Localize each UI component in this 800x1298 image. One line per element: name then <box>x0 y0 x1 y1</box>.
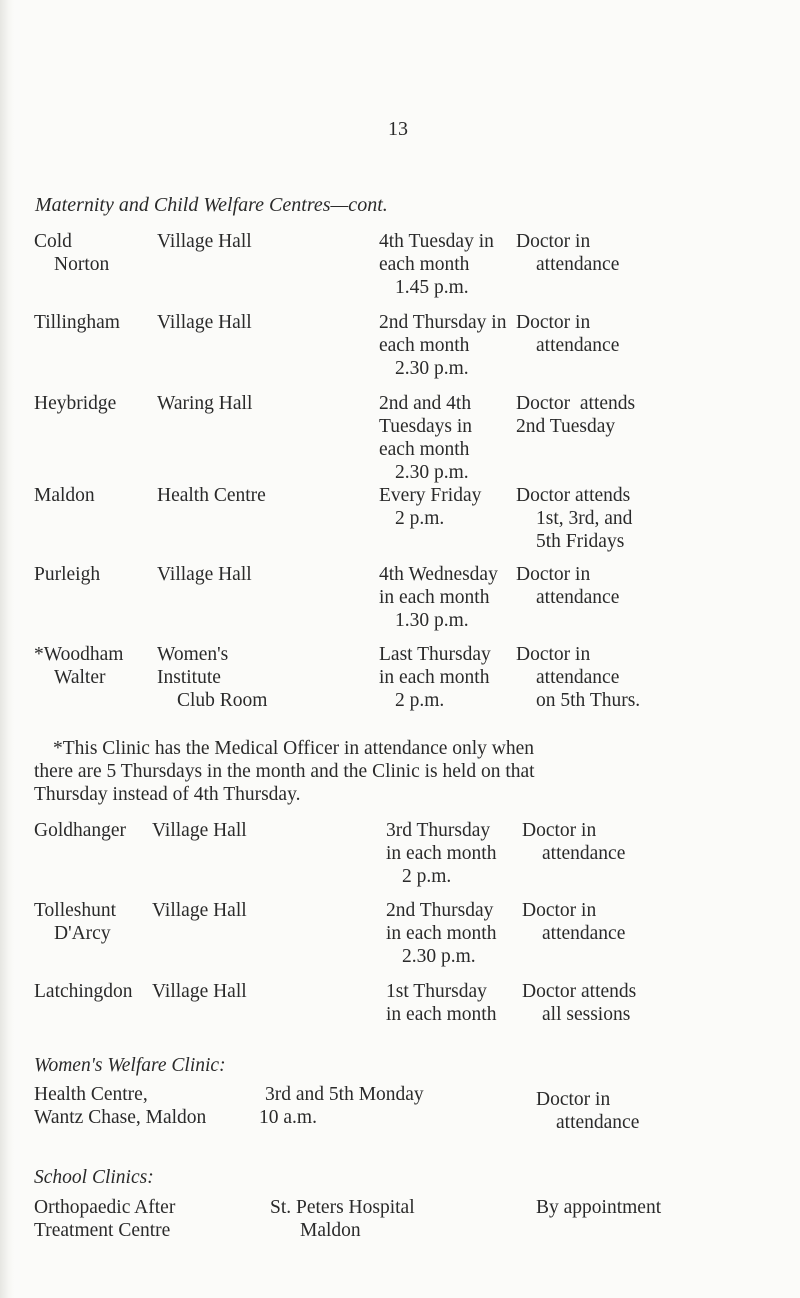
note-cell: Doctor in attendance <box>516 312 620 356</box>
venue-cell: Women's Institute Club Room <box>157 644 268 711</box>
venue-cell: Village Hall <box>157 312 252 333</box>
note-cell: Doctor in attendance <box>522 820 626 864</box>
note-cell: Doctor attends 1st, 3rd, and 5th Fridays <box>516 485 633 552</box>
venue-cell: Village Hall <box>157 564 252 585</box>
place-cell: Tolleshunt D'Arcy <box>34 900 117 944</box>
venue-cell: Waring Hall <box>157 393 253 414</box>
place-cell: Goldhanger <box>34 820 127 841</box>
venue-cell: Health Centre <box>157 485 266 506</box>
time-cell: 1st Thursday in each month <box>386 981 497 1025</box>
note-cell: Doctor in attendance <box>516 231 620 275</box>
note-cell: Doctor in attendance <box>522 900 626 944</box>
time-cell: 4th Tuesday in each month 1.45 p.m. <box>379 231 494 298</box>
place-cell: Latchingdon <box>34 981 133 1002</box>
place-cell: Cold Norton <box>34 231 110 275</box>
page-edge-shadow <box>0 0 14 1298</box>
venue-cell: Village Hall <box>152 981 247 1002</box>
time-cell: 2nd and 4th Tuesdays in each month 2.30 p.m. <box>379 393 473 483</box>
womens-clinic-time: 3rd and 5th Monday 10 a.m. <box>259 1084 424 1128</box>
school-clinic-note: By appointment <box>536 1197 662 1218</box>
time-cell: 2nd Thursday in each month 2.30 p.m. <box>386 900 497 967</box>
time-cell: 3rd Thursday in each month 2 p.m. <box>386 820 497 887</box>
note-cell: Doctor attends 2nd Tuesday <box>516 393 636 437</box>
womens-clinic-venue: Health Centre, Wantz Chase, Maldon <box>34 1084 207 1128</box>
time-cell: Last Thursday in each month 2 p.m. <box>379 644 491 711</box>
school-clinic-venue: St. Peters Hospital Maldon <box>270 1197 415 1241</box>
section-heading: Maternity and Child Welfare Centres—cont. <box>35 194 388 216</box>
venue-cell: Village Hall <box>157 231 252 252</box>
time-cell: Every Friday 2 p.m. <box>379 485 482 529</box>
time-cell: 2nd Thursday in each month 2.30 p.m. <box>379 312 507 379</box>
place-cell: Heybridge <box>34 393 117 414</box>
venue-cell: Village Hall <box>152 900 247 921</box>
womens-clinic-title: Women's Welfare Clinic: <box>34 1055 226 1076</box>
note-cell: Doctor in attendance on 5th Thurs. <box>516 644 641 711</box>
note-cell: Doctor in attendance <box>516 564 620 608</box>
school-clinics-title: School Clinics: <box>34 1167 154 1188</box>
place-cell: Tillingham <box>34 312 120 333</box>
venue-cell: Village Hall <box>152 820 247 841</box>
note-cell: Doctor attends all sessions <box>522 981 637 1025</box>
place-cell: *Woodham Walter <box>34 644 124 688</box>
footnote: *This Clinic has the Medical Officer in attendance only when there are 5 Thursdays in the month and the Clinic is held on that Thursday instead of 4th Thursday. <box>34 738 535 805</box>
page-number: 13 <box>388 118 408 140</box>
place-cell: Purleigh <box>34 564 101 585</box>
womens-clinic-note: Doctor in attendance <box>536 1089 640 1133</box>
school-clinic-name: Orthopaedic After Treatment Centre <box>34 1197 176 1241</box>
time-cell: 4th Wednesday in each month 1.30 p.m. <box>379 564 498 631</box>
place-cell: Maldon <box>34 485 95 506</box>
